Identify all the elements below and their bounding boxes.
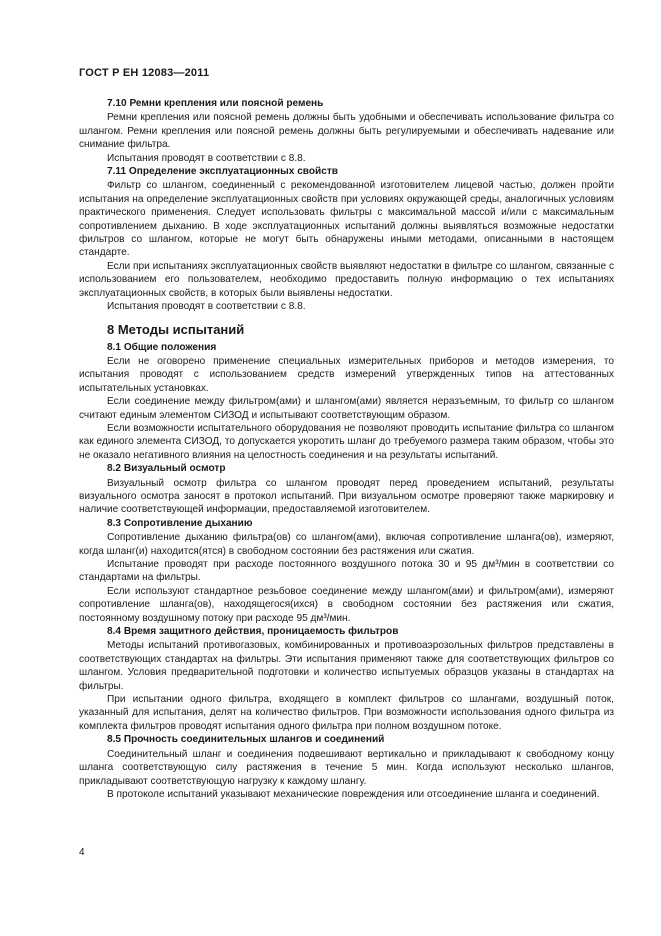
paragraph: Фильтр со шлангом, соединенный с рекомендованной изготовителем лицевой частью, должен пройти испытания на определение эксплуатационных свойств при условиях окружающей среды, аналогичных условиям практического применения. Следует использовать фильтры с максимальной массой и/или с максимальным сопротивлением дыханию. В ходе эксплуатационных испытаний должны выявляться возможные недостатки фильтров со шлангом, которые не могут быть обнаружены иными методами, описанными в настоящем стандарте. <box>79 180 614 259</box>
paragraph: Испытания проводят в соответствии с 8.8. <box>107 152 306 164</box>
section-heading: 8 Методы испытаний <box>107 321 245 337</box>
paragraph: В протоколе испытаний указывают механические повреждения или отсоединение шланга и соединений. <box>107 788 600 800</box>
paragraph: Сопротивление дыханию фильтра(ов) со шлангом(ами), включая сопротивление шланга(ов), измеряют, когда шланг(и) находится(ятся) в свободном состоянии без растяжения или сжатия. <box>79 532 614 557</box>
document-body <box>79 97 614 801</box>
page-number: 4 <box>79 847 85 858</box>
subsection-heading: 7.11 Определение эксплуатационных свойств <box>107 166 339 178</box>
paragraph: Если возможности испытательного оборудования не позволяют проводить испытание фильтра со шлангом как единого элемента СИЗОД, то допускается укоротить шланг до требуемого размера таким образом, чтобы это не оказало негативного влияния на целостность соединения и на результаты испытаний. <box>79 422 614 461</box>
paragraph: Испытание проводят при расходе постоянного воздушного потока 30 и 95 дм³/мин в соответствии со стандартами на фильтры. <box>79 559 614 584</box>
paragraph: Если при испытаниях эксплуатационных свойств выявляют недостатки в фильтре со шлангом, связанные с использованием его пользователем, необходимо предоставить полную информацию о тех испытаниях эксплуатационных свойств, в которых были выявлены недостатки. <box>79 260 614 299</box>
paragraph: Ремни крепления или поясной ремень должны быть удобными и обеспечивать использование фильтра со шлангом. Ремни крепления или поясной ремень должны быть регулируемыми и обеспечивать надевание или снимание фильтра. <box>79 112 614 151</box>
paragraph: Соединительный шланг и соединения подвешивают вертикально и прикладывают к свободному концу шланга соответствующую силу растяжения в течение 5 мин. Когда используют несколько шлангов, прикладывают соответствующую нагрузку к каждому шлангу. <box>79 748 614 787</box>
standard-header: ГОСТ Р ЕН 12083—2011 <box>79 67 210 79</box>
paragraph: Если соединение между фильтром(ами) и шлангом(ами) является неразъемным, то фильтр со шлангом считают единым элементом СИЗОД и испытывают соответствующим образом. <box>79 396 614 421</box>
subsection-heading: 7.10 Ремни крепления или поясной ремень <box>107 98 324 109</box>
paragraph: Методы испытаний противогазовых, комбинированных и противоаэрозольных фильтров представлены в соответствующих стандартах на фильтры. Эти испытания применяют также для соответствующих фильтров со шлангом. Условия предварительной подготовки и количество испытуемых образцов указаны в стандартах на фильтры. <box>79 640 614 692</box>
subsection-heading: 8.2 Визуальный осмотр <box>107 463 226 475</box>
paragraph: При испытании одного фильтра, входящего в комплект фильтров со шлангами, воздушный поток, указанный для испытания, делят на количество фильтров. При возможности использования одного фильтра из комплекта фильтров проводят испытания одного фильтра при полном воздушном потоке. <box>79 694 614 732</box>
subsection-heading: 8.4 Время защитного действия, проницаемость фильтров <box>107 626 399 638</box>
subsection-heading: 8.3 Сопротивление дыханию <box>107 517 253 529</box>
subsection-heading: 8.5 Прочность соединительных шлангов и соединений <box>107 734 385 746</box>
paragraph: Если используют стандартное резьбовое соединение между шлангом(ами) и фильтром(ами), измеряют сопротивление шланга(ов), находящегося(ихся) в свободном состоянии без растяжения или сжатия, постоянному воздушному потоку при расходе 95 дм³/мин. <box>79 585 614 624</box>
paragraph: Если не оговорено применение специальных измерительных приборов и методов измерения, то испытания проводят с использованием средств измерений утвержденных типов на аттестованных испытательных установках. <box>79 355 614 394</box>
paragraph: Испытания проводят в соответствии с 8.8. <box>107 301 306 313</box>
paragraph: Визуальный осмотр фильтра со шлангом проводят перед проведением испытаний, результаты визуального осмотра заносят в протокол испытаний. При визуальном осмотре проверяют также маркировку и наличие соответствующей информации, предоставляемой изготовителем. <box>79 477 614 516</box>
subsection-heading: 8.1 Общие положения <box>107 341 217 353</box>
